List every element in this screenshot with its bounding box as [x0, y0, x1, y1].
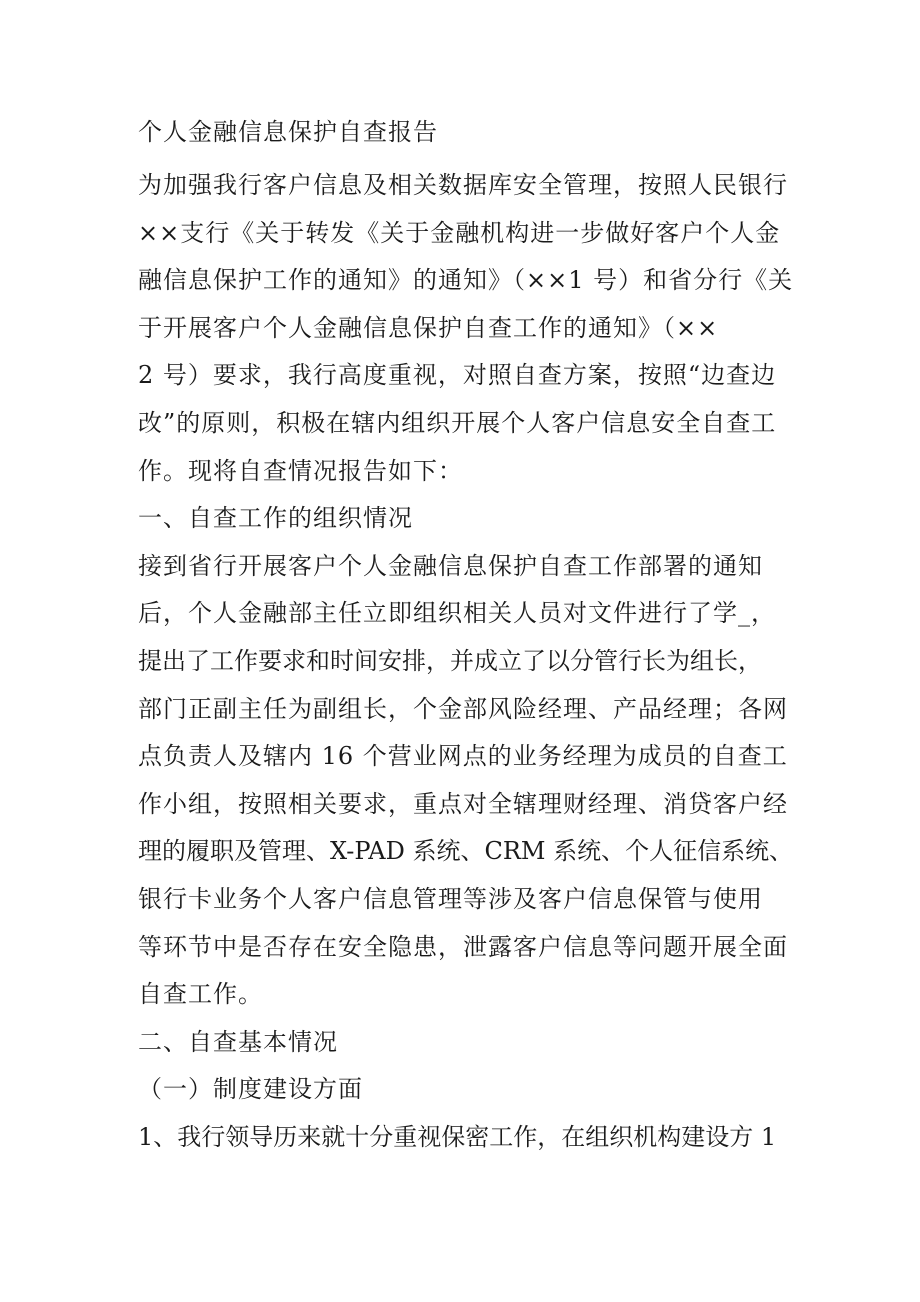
- document-title: 个人金融信息保护自查报告: [138, 118, 438, 146]
- paragraph-line: 提出了工作要求和时间安排，并成立了以分管行长为组长，: [138, 646, 762, 675]
- subsection-heading: （一）制度建设方面: [138, 1075, 363, 1104]
- paragraph-line: 部门正副主任为副组长，个金部风险经理、产品经理；各网: [138, 694, 788, 723]
- paragraph-line: 自查工作。: [138, 980, 263, 1009]
- paragraph-line: 为加强我行客户信息及相关数据库安全管理，按照人民银行: [138, 171, 788, 199]
- section-heading: 一、自查工作的组织情况: [138, 504, 413, 533]
- paragraph-line: 银行卡业务个人客户信息管理等涉及客户信息保管与使用: [138, 884, 763, 913]
- paragraph-line: 于开展客户个人金融信息保护自查工作的通知》（××: [138, 313, 719, 342]
- document-body: [138, 114, 808, 1161]
- paragraph-line: 作小组，按照相关要求，重点对全辖理财经理、消贷客户经: [138, 789, 788, 818]
- paragraph-line: 2 号）要求，我行高度重视，对照自查方案，按照“边查边: [138, 361, 777, 390]
- section-heading: 二、自查基本情况: [138, 1027, 338, 1056]
- paragraph-line: 改”的原则，积极在辖内组织开展个人客户信息安全自查工: [138, 408, 777, 437]
- paragraph-line: 等环节中是否存在安全隐患，泄露客户信息等问题开展全面: [138, 932, 788, 961]
- paragraph-line: 接到省行开展客户个人金融信息保护自查工作部署的通知: [138, 551, 763, 580]
- paragraph-line: 点负责人及辖内 16 个营业网点的业务经理为成员的自查工: [138, 742, 788, 771]
- paragraph-line: 1、我行领导历来就十分重视保密工作，在组织机构建设方 1: [138, 1122, 777, 1151]
- paragraph-line: 作。现将自查情况报告如下：: [138, 456, 463, 485]
- paragraph-line: 理的履职及管理、X-PAD 系统、CRM 系统、个人征信系统、: [138, 837, 794, 866]
- paragraph-line: 后，个人金融部主任立即组织相关人员对文件进行了学_，: [138, 599, 776, 628]
- paragraph-line: ××支行《关于转发《关于金融机构进一步做好客户个人金: [138, 218, 781, 247]
- paragraph-line: 融信息保护工作的通知》的通知》（××1 号）和省分行《关: [138, 266, 794, 295]
